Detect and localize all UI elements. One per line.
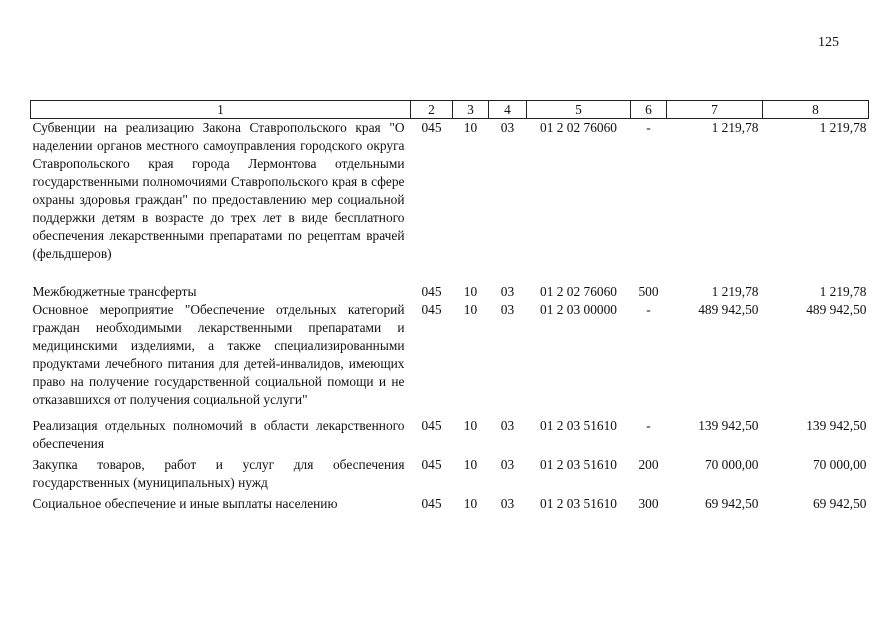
header-col-4: 4 [489,101,527,119]
row-code-5: 01 2 02 76060 [540,284,617,299]
row-code-6: - [646,120,651,135]
budget-table [30,100,869,513]
table-row [31,495,869,513]
row-code-6: 200 [638,457,659,472]
row-code-3: 10 [463,120,478,135]
row-amount-7: 69 942,50 [704,496,759,511]
header-col-7: 7 [667,101,763,119]
row-code-2: 045 [421,418,442,433]
row-name: Основное мероприятие "Обеспечение отдельных категорий граждан необходимыми лекарственными препаратами и медицинскими изделиями, а также специализированными продуктами лечебного питания для детей-инвалидов, имеющих право на получение государственной социальной помощи и не отказавшихся от получения социальной услуги" [32,302,405,407]
header-col-1: 1 [31,101,411,119]
row-code-6: 300 [638,496,659,511]
row-name: Межбюджетные трансферты [32,284,197,299]
row-name: Реализация отдельных полномочий в области лекарственного обеспечения [32,418,405,451]
table-row [31,417,869,453]
row-code-4: 03 [500,418,515,433]
row-amount-7: 1 219,78 [711,284,759,299]
row-spacer [31,263,869,283]
row-code-3: 10 [463,302,478,317]
header-col-5: 5 [527,101,631,119]
row-name: Закупка товаров, работ и услуг для обеспечения государственных (муниципальных) нужд [32,457,405,490]
row-amount-8: 1 219,78 [819,284,867,299]
row-amount-8: 70 000,00 [812,457,867,472]
row-code-6: - [646,418,651,433]
table-row [31,119,869,264]
table-row [31,456,869,492]
row-code-5: 01 2 02 76060 [540,120,617,135]
row-code-5: 01 2 03 51610 [540,496,617,511]
row-amount-8: 489 942,50 [806,302,867,317]
row-amount-8: 139 942,50 [806,418,867,433]
row-code-3: 10 [463,418,478,433]
row-code-2: 045 [421,457,442,472]
row-code-4: 03 [500,120,515,135]
header-col-3: 3 [453,101,489,119]
row-code-5: 01 2 03 51610 [540,418,617,433]
header-row [31,101,869,119]
row-code-6: - [646,302,651,317]
row-name: Субвенции на реализацию Закона Ставропольского края "О наделении органов местного самоуправления городского округа Ставропольского края города Лермонтова отдельными государственными полномочиями Ставропольского края в сфере охраны здоровья граждан" по предоставлению мер социальной поддержки детям в возрасте до трех лет в виде бесплатного обеспечения лекарственными препаратами по рецептам врачей (фельдшеров) [32,120,405,261]
row-amount-8: 69 942,50 [812,496,867,511]
row-code-3: 10 [463,284,478,299]
row-name: Социальное обеспечение и иные выплаты населению [32,496,338,511]
row-spacer [31,409,869,417]
row-amount-7: 70 000,00 [704,457,759,472]
table-row [31,283,869,301]
row-amount-7: 1 219,78 [711,120,759,135]
row-code-2: 045 [421,496,442,511]
row-code-4: 03 [500,457,515,472]
header-col-6: 6 [631,101,667,119]
row-code-2: 045 [421,302,442,317]
header-col-8: 8 [763,101,869,119]
row-amount-7: 139 942,50 [698,418,759,433]
page-number: 125 [818,35,839,50]
row-code-2: 045 [421,120,442,135]
row-code-5: 01 2 03 51610 [540,457,617,472]
row-code-3: 10 [463,496,478,511]
row-code-4: 03 [500,284,515,299]
row-code-4: 03 [500,302,515,317]
row-code-2: 045 [421,284,442,299]
row-code-4: 03 [500,496,515,511]
header-col-2: 2 [411,101,453,119]
row-code-6: 500 [638,284,659,299]
row-amount-7: 489 942,50 [698,302,759,317]
row-code-3: 10 [463,457,478,472]
row-amount-8: 1 219,78 [819,120,867,135]
row-code-5: 01 2 03 00000 [540,302,617,317]
table-row [31,301,869,409]
